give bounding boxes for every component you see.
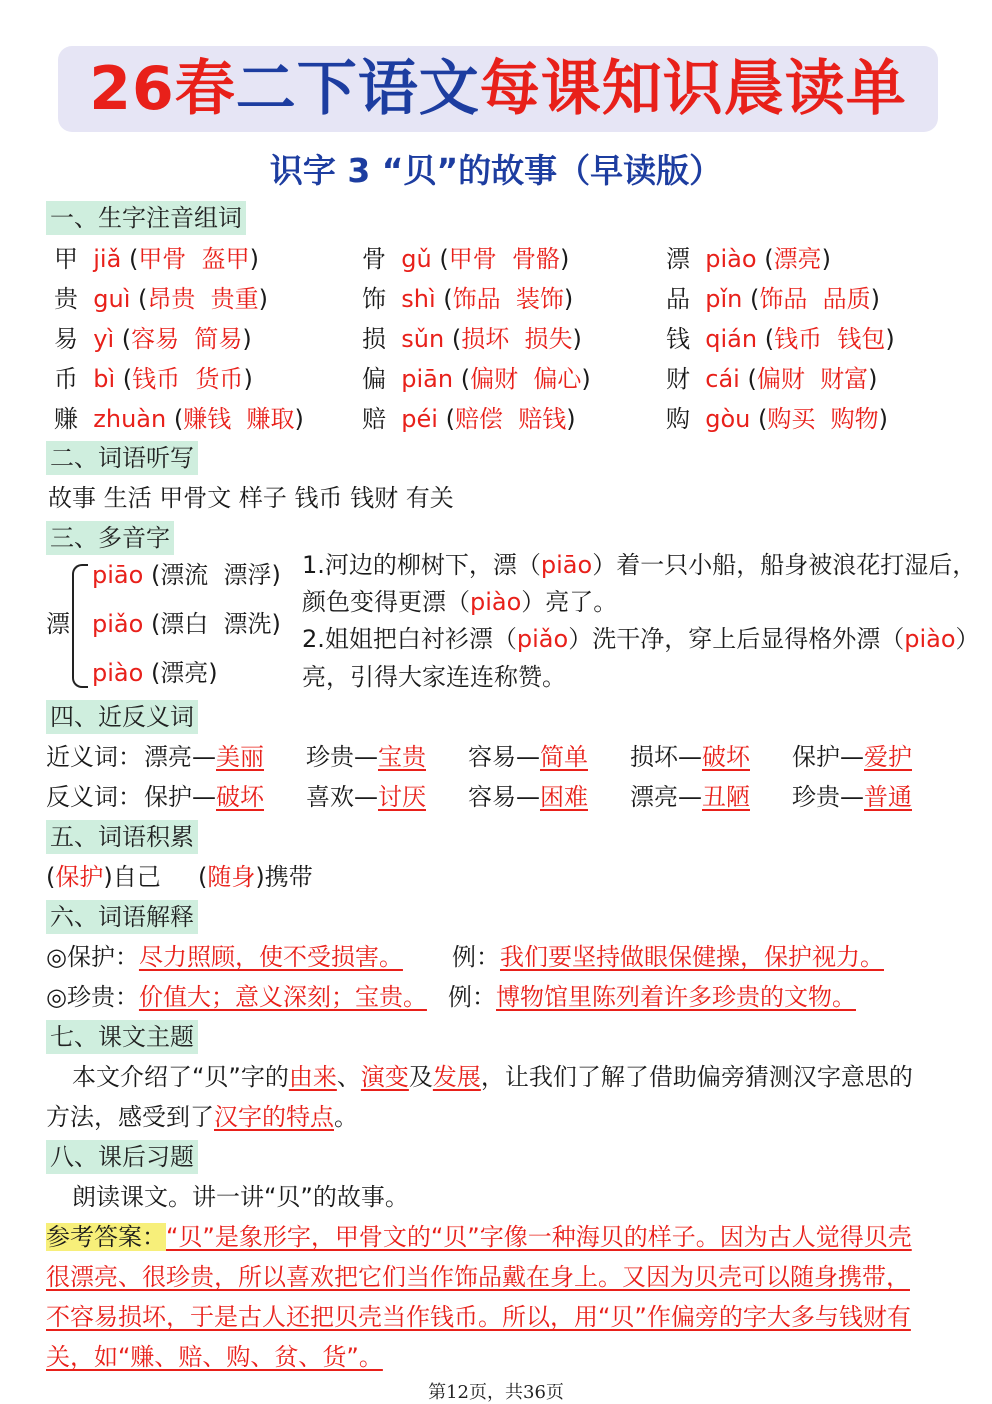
answer: 丑陋	[702, 783, 750, 811]
answer: 宝贵	[378, 743, 426, 771]
char: 购	[666, 405, 690, 433]
pinyin: guì	[93, 285, 131, 313]
char-row: 购 gòu (购买 购物)	[666, 405, 889, 433]
words: 损坏 损失	[461, 325, 573, 353]
pinyin: gòu	[705, 405, 751, 433]
text: ）着一只小船，船身被浪花打湿后，	[592, 551, 977, 579]
section-heading-7: 七、课文主题	[46, 1020, 198, 1054]
reading-row	[92, 558, 281, 592]
text: 本文介绍了“贝”字的	[72, 1063, 289, 1091]
answer: 破坏	[216, 783, 264, 811]
title-part2: 二下语文	[235, 54, 480, 124]
example-label: 例：	[452, 943, 500, 971]
words: (漂亮)	[150, 659, 218, 687]
pinyin: piān	[401, 365, 454, 393]
pinyin: shì	[401, 285, 436, 313]
theme-line-1	[72, 1060, 913, 1094]
theme-line-2	[46, 1100, 358, 1134]
char-row: 易 yì (容易 简易)	[54, 325, 252, 353]
title-part1: 26春	[89, 54, 236, 124]
pinyin: pǐn	[705, 285, 743, 313]
text: 、	[336, 1063, 361, 1091]
answer: 讨厌	[378, 783, 426, 811]
answer: 由来	[288, 1063, 337, 1091]
words: 饰品 品质	[759, 285, 871, 313]
char-row: 币 bì (钱币 货币)	[54, 365, 253, 393]
pinyin: zhuàn	[93, 405, 167, 433]
char-row: 钱 qián (钱币 钱包)	[666, 325, 895, 353]
section-heading-8: 八、课后习题	[46, 1140, 198, 1174]
definition-row	[46, 980, 427, 1014]
phrase-1: (保护)自己	[46, 863, 161, 891]
char-row: 偏 piān (偏财 偏心)	[362, 365, 591, 393]
answer-line-1	[46, 1220, 912, 1254]
char: 赔	[362, 405, 386, 433]
pinyin: piāo	[540, 551, 593, 579]
words: (漂白 漂洗)	[150, 610, 281, 638]
reading-row	[92, 607, 281, 641]
title-banner	[58, 46, 938, 132]
text: 方法，感受到了	[46, 1103, 214, 1131]
word-pair	[792, 740, 912, 774]
word-pair	[306, 740, 426, 774]
word-pair	[630, 780, 750, 814]
pinyin: yì	[93, 325, 115, 353]
answer: 困难	[540, 783, 588, 811]
char: 损	[362, 325, 386, 353]
term: ◎珍贵：	[46, 983, 139, 1011]
example-label: 例：	[448, 983, 496, 1011]
word-pair	[792, 780, 912, 814]
definition-row	[46, 940, 403, 974]
pinyin: péi	[401, 405, 438, 433]
word: 损坏—	[630, 743, 702, 771]
brace	[72, 564, 88, 688]
answer: 演变	[360, 1063, 409, 1091]
char: 骨	[362, 245, 386, 273]
char-row: 损 sǔn (损坏 损失)	[362, 325, 582, 353]
text: 颜色变得更漂（	[302, 588, 470, 616]
word-pair	[144, 740, 264, 774]
words: 偏财 财富	[756, 365, 869, 393]
char: 漂	[666, 245, 690, 273]
answer-line-2: 很漂亮、很珍贵，所以喜欢把它们当作饰品戴在身上。又因为贝壳可以随身携带，	[46, 1263, 910, 1291]
words: 昂贵 贵重	[147, 285, 259, 313]
pinyin: piào	[470, 588, 522, 616]
pinyin: piāo	[92, 561, 144, 589]
pinyin: qián	[705, 325, 758, 353]
example-sentence: 亮，引得大家连连称赞。	[302, 663, 566, 691]
antonyms-row	[46, 780, 142, 814]
section-heading-5: 五、词语积累	[46, 820, 198, 854]
reading-row	[92, 656, 218, 690]
char-row: 赔 péi (赔偿 赔钱)	[362, 405, 576, 433]
example-sentence: 我们要坚持做眼保健操，保护视力。	[500, 943, 884, 971]
word-pair	[468, 780, 588, 814]
text: 2.姐姐把白衬衫漂（	[302, 625, 517, 653]
word: 容易—	[468, 783, 540, 811]
answer-label: 参考答案：	[46, 1223, 166, 1251]
words: 饰品 装饰	[452, 285, 564, 313]
dictation-words: 故事 生活 甲骨文 样子 钱币 钱财 有关	[48, 484, 454, 512]
word-pair	[144, 780, 264, 814]
text: ）亮了。	[521, 588, 618, 616]
synonyms-label: 近义词：	[46, 743, 142, 771]
char-row: 贵 guì (昂贵 贵重)	[54, 285, 269, 313]
char: 赚	[54, 405, 78, 433]
word: 漂亮—	[144, 743, 216, 771]
example-sentence	[302, 548, 976, 582]
text: 及	[408, 1063, 433, 1091]
text: 。	[334, 1103, 358, 1131]
example-row	[452, 940, 884, 974]
words: 漂亮	[773, 245, 822, 273]
section-heading-4: 四、近反义词	[46, 700, 198, 734]
text: ）	[955, 625, 980, 653]
page-number: 第12页，共36页	[428, 1382, 564, 1403]
char-row: 甲 jiǎ (甲骨 盔甲)	[54, 245, 259, 273]
section-heading-1: 一、生字注音组词	[46, 201, 246, 235]
char: 偏	[362, 365, 386, 393]
answer: 保护	[55, 863, 104, 891]
word: 珍贵—	[792, 783, 864, 811]
phrase-2: (随身)携带	[198, 863, 313, 891]
answer: 爱护	[864, 743, 912, 771]
word-pair	[306, 780, 426, 814]
char: 钱	[666, 325, 690, 353]
text: ）洗干净，穿上后显得格外漂（	[568, 625, 905, 653]
char-row: 漂 piào (漂亮)	[666, 245, 831, 273]
words: 容易 简易	[131, 325, 243, 353]
section-heading-3: 三、多音字	[46, 521, 174, 555]
char-row: 骨 gǔ (甲骨 骨骼)	[362, 245, 570, 273]
title-part3: 每课知识晨读单	[479, 54, 907, 124]
word-pair	[468, 740, 588, 774]
pinyin: cái	[705, 365, 740, 393]
words: 甲骨 骨骼	[448, 245, 560, 273]
answer-text: “贝”是象形字，甲骨文的“贝”字像一种海贝的样子。因为古人觉得贝壳	[166, 1223, 912, 1251]
char-row: 赚 zhuàn (赚钱 赚取)	[54, 405, 304, 433]
answer-line-4: 关，如“赚、赔、购、贫、货”。	[46, 1343, 383, 1371]
char: 贵	[54, 285, 78, 313]
char-row: 品 pǐn (饰品 品质)	[666, 285, 881, 313]
words: 购买 购物	[767, 405, 879, 433]
text: 携带	[264, 863, 313, 891]
pinyin: sǔn	[401, 325, 445, 353]
example-row	[448, 980, 856, 1014]
subtitle: 识字 3 “贝”的故事（早读版）	[269, 151, 723, 190]
words: 钱币 钱包	[774, 325, 886, 353]
answer: 简单	[540, 743, 588, 771]
answer: 发展	[432, 1063, 481, 1091]
pinyin: piǎo	[516, 625, 569, 653]
answer: 汉字的特点	[214, 1103, 334, 1131]
word-pair	[630, 740, 750, 774]
word: 喜欢—	[306, 783, 378, 811]
section-heading-6: 六、词语解释	[46, 900, 198, 934]
words: 甲骨 盔甲	[138, 245, 250, 273]
answer-line-3: 不容易损坏，于是古人还把贝壳当作钱币。所以，用“贝”作偏旁的字大多与钱财有	[46, 1303, 911, 1331]
answer: 随身	[207, 863, 256, 891]
definition: 价值大；意义深刻；宝贵。	[138, 983, 427, 1011]
exercise-question: 朗读课文。讲一讲“贝”的故事。	[72, 1183, 409, 1211]
definition: 尽力照顾，使不受损害。	[138, 943, 403, 971]
synonyms-row	[46, 740, 142, 774]
pinyin: piào	[705, 245, 757, 273]
word: 保护—	[144, 783, 216, 811]
polyphone-char: 漂	[46, 610, 70, 638]
char: 品	[666, 285, 690, 313]
pinyin: piào	[92, 659, 144, 687]
answer: 美丽	[216, 743, 264, 771]
text: 1.河边的柳树下，漂（	[302, 551, 541, 579]
char: 易	[54, 325, 78, 353]
example-sentence: 博物馆里陈列着许多珍贵的文物。	[496, 983, 856, 1011]
pinyin: gǔ	[401, 245, 432, 273]
word: 容易—	[468, 743, 540, 771]
char: 币	[54, 365, 78, 393]
char-row: 饰 shì (饰品 装饰)	[362, 285, 574, 313]
example-sentence	[302, 622, 980, 656]
word: 珍贵—	[306, 743, 378, 771]
words: 偏财 偏心	[470, 365, 582, 393]
char: 财	[666, 365, 690, 393]
text: ，让我们了解了借助偏旁猜测汉字意思的	[480, 1063, 913, 1091]
word: 保护—	[792, 743, 864, 771]
term: ◎保护：	[46, 943, 139, 971]
char-row: 财 cái (偏财 财富)	[666, 365, 878, 393]
section-heading-2: 二、词语听写	[46, 441, 198, 475]
text: 自己	[112, 863, 161, 891]
words: (漂流 漂浮)	[150, 561, 281, 589]
antonyms-label: 反义词：	[46, 783, 142, 811]
pinyin: jiǎ	[93, 245, 122, 273]
pinyin: piǎo	[92, 610, 144, 638]
example-sentence	[302, 585, 617, 619]
answer: 普通	[864, 783, 912, 811]
words: 钱币 货币	[132, 365, 244, 393]
pinyin: bì	[93, 365, 116, 393]
words: 赔偿 赔钱	[454, 405, 567, 433]
words: 赚钱 赚取	[183, 405, 295, 433]
word: 漂亮—	[630, 783, 702, 811]
answer: 破坏	[702, 743, 750, 771]
char: 甲	[54, 245, 78, 273]
pinyin: piào	[904, 625, 956, 653]
char: 饰	[362, 285, 386, 313]
